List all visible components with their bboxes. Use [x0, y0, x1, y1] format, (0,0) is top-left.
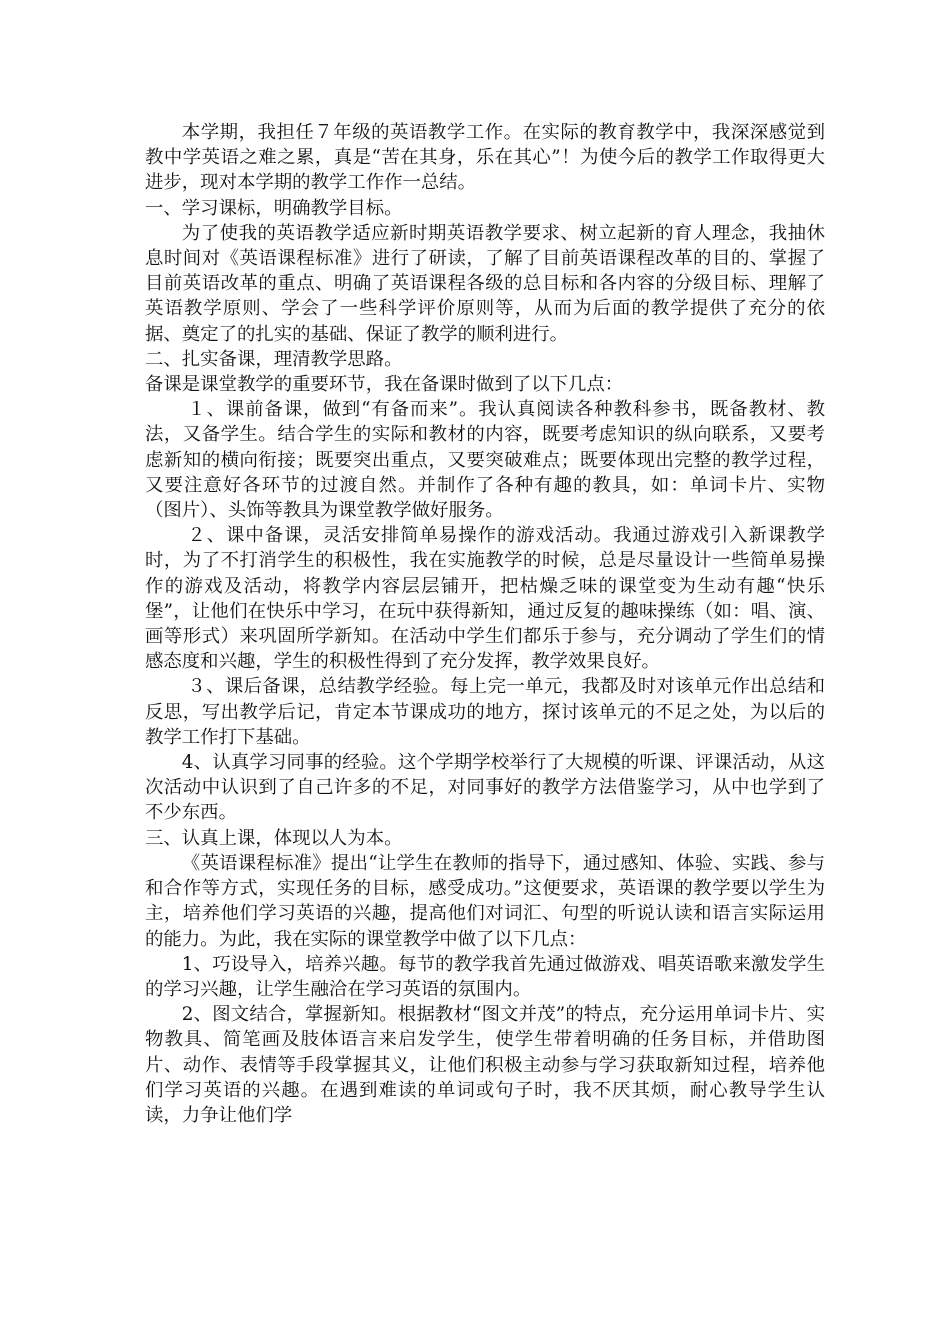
body-paragraph: 《英语课程标准》提出“让学生在教师的指导下，通过感知、体验、实践、参与和合作等方式，实现任务的目标，感受成功。”这便要求，英语课的教学要以学生为主，培养他们学习英语的兴趣，提高他们对词汇、句型的听说认读和语言实际运用的能力。为此，我在实际的课堂教学中做了以下几点：: [145, 852, 825, 950]
list-item-paragraph: 4、认真学习同事的经验。这个学期学校举行了大规模的听课、评课活动，从这次活动中认识到了自己许多的不足，对同事好的教学方法借鉴学习，从中也学到了不少东西。: [145, 752, 825, 824]
section-heading-3: 三、认真上课，体现以人为本。: [145, 827, 403, 849]
list-item-paragraph: ２、课中备课，灵活安排简单易操作的游戏活动。我通过游戏引入新课教学时，为了不打消学生的积极性，我在实施教学的时候，总是尽量设计一些简单易操作的游戏及活动，将教学内容层层铺开，把枯燥乏味的课堂变为生动有趣“快乐堡”，让他们在快乐中学习，在玩中获得新知，通过反复的趣味操练（如：唱、演、画等形式）来巩固所学新知。在活动中学生们都乐于参与，充分调动了学生们的情感态度和兴趣，学生的积极性得到了充分发挥，教学效果良好。: [145, 525, 825, 673]
body-paragraph: 备课是课堂教学的重要环节，我在备课时做到了以下几点：: [145, 374, 624, 396]
list-item-paragraph: 2、图文结合，掌握新知。根据教材“图文并茂”的特点，充分运用单词卡片、实物教具、简笔画及肢体语言来启发学生，使学生带着明确的任务目标，并借助图片、动作、表情等手段掌握其义，让他们积极主动参与学习获取新知过程，培养他们学习英语的兴趣。在遇到难读的单词或句子时，我不厌其烦，耐心教导学生认读，力争让他们学: [145, 1004, 825, 1126]
list-item-paragraph: 1、巧设导入，培养兴趣。每节的教学我首先通过做游戏、唱英语歌来激发学生的学习兴趣，让学生融洽在学习英语的氛围内。: [145, 953, 825, 1000]
list-item-paragraph: １、课前备课，做到“有备而来”。我认真阅读各种教科参书，既备教材、教法，又备学生。结合学生的实际和教材的内容，既要考虑知识的纵向联系，又要考虑新知的横向衔接；既要突出重点，又要突破难点；既要体现出完整的教学过程，又要注意好各环节的过渡自然。并制作了各种有趣的教具，如：单词卡片、实物（图片）、头饰等教具为课堂教学做好服务。: [145, 399, 825, 522]
section-heading-2: 二、扎实备课，理清教学思路。: [145, 348, 403, 370]
section-heading-1: 一、学习课标，明确教学目标。: [145, 197, 403, 219]
intro-paragraph: 本学期，我担任７年级的英语教学工作。在实际的教育教学中，我深深感觉到教中学英语之难之累，真是“苦在其身，乐在其心”！为使今后的教学工作取得更大进步，现对本学期的教学工作作一总结。: [145, 122, 825, 194]
document-body: [145, 120, 825, 1128]
body-paragraph: 为了使我的英语教学适应新时期英语教学要求、树立起新的育人理念，我抽休息时间对《英语课程标准》进行了研读，了解了目前英语课程改革的目的、掌握了目前英语改革的重点、明确了英语课程各级的总目标和各内容的分级目标、理解了英语教学原则、学会了一些科学评价原则等，从而为后面的教学提供了充分的依据、奠定了的扎实的基础、保证了教学的顺利进行。: [145, 222, 825, 345]
list-item-paragraph: ３、课后备课，总结教学经验。每上完一单元，我都及时对该单元作出总结和反思，写出教学后记，肯定本节课成功的地方，探讨该单元的不足之处，为以后的教学工作打下基础。: [145, 676, 825, 748]
